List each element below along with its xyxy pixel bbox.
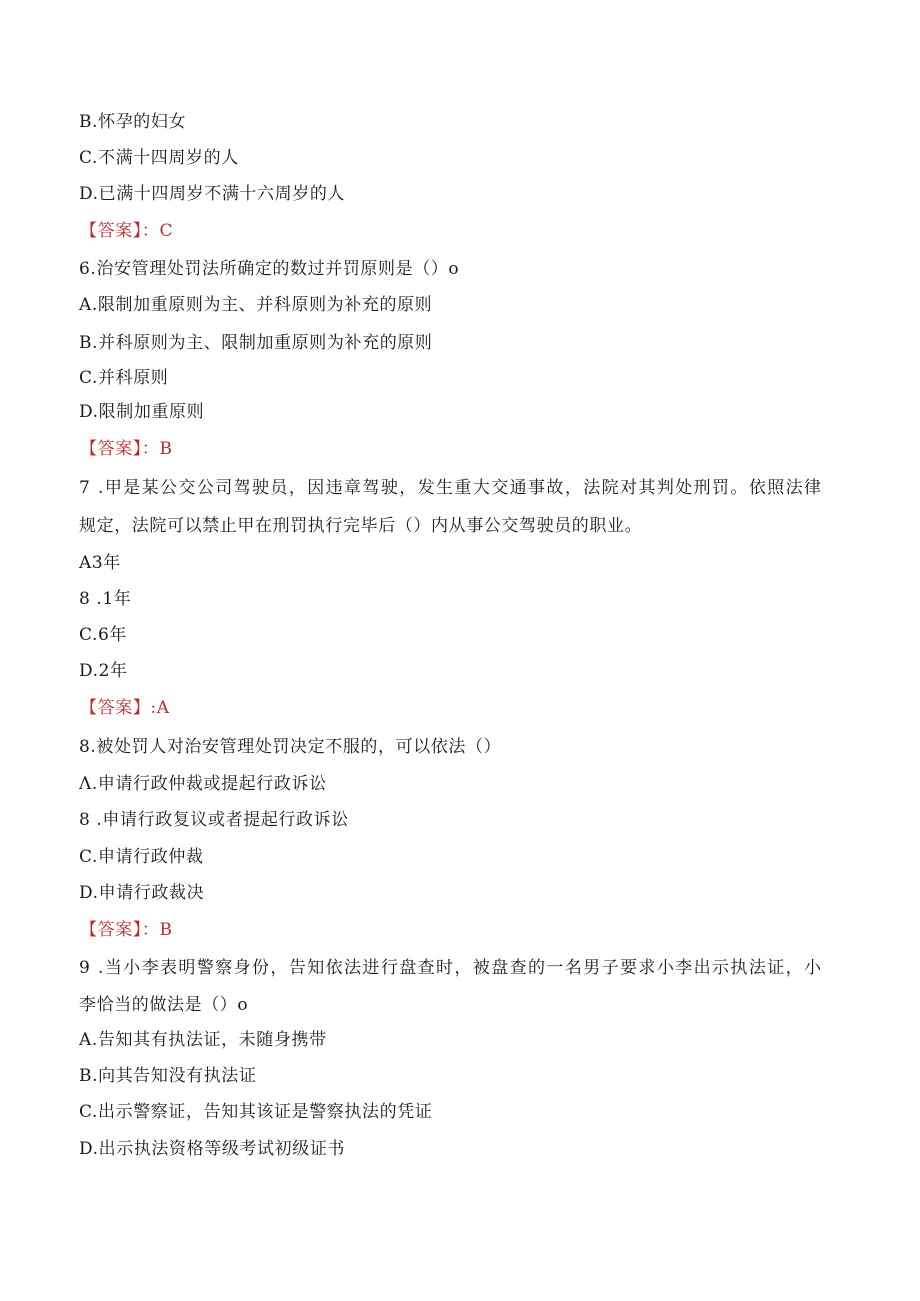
- q8-option-d: D.申请行政裁决: [79, 883, 205, 903]
- q6-option-a: A.限制加重原则为主、并科原则为补充的原则: [79, 295, 433, 315]
- q8-option-b: 8 .申请行政复议或者提起行政诉讼: [79, 810, 349, 830]
- q9-option-c: C.出示警察证，告知其该证是警察执法的凭证: [79, 1102, 433, 1122]
- q8-option-c: C.申请行政仲裁: [79, 847, 204, 867]
- q9-option-b: B.向其告知没有执法证: [79, 1066, 257, 1086]
- answer-q6: 【答案】：B: [80, 439, 173, 459]
- option-b-pregnant-women: B.怀孕的妇女: [79, 112, 187, 132]
- q7-option-a: A3年: [79, 553, 121, 573]
- q6-option-b: B.并科原则为主、限制加重原则为补充的原则: [79, 333, 433, 353]
- q7-option-b: 8 .1年: [79, 589, 132, 609]
- question-7-line-1: 7 .甲是某公交公司驾驶员，因违章驾驶，发生重大交通事故，法院对其判处刑罚。依照法律: [79, 478, 823, 498]
- question-9-line-2: 李恰当的做法是（）o: [79, 995, 249, 1015]
- q9-option-d: D.出示执法资格等级考试初级证书: [79, 1139, 346, 1159]
- q6-option-c: C.并科原则: [79, 368, 169, 388]
- q6-option-d: D.限制加重原则: [79, 402, 205, 422]
- option-c-under-fourteen: C.不满十四周岁的人: [79, 148, 239, 168]
- q9-option-a: A.告知其有执法证，未随身携带: [79, 1030, 327, 1050]
- question-7-line-2: 规定，法院可以禁止甲在刑罚执行完毕后（）内从事公交驾驶员的职业。: [79, 516, 643, 536]
- answer-q5: 【答案】：C: [80, 221, 174, 241]
- question-8: 8.被处罚人对治安管理处罚决定不服的，可以依法（）: [79, 737, 502, 757]
- option-d-fourteen-to-sixteen: D.已满十四周岁不满十六周岁的人: [79, 184, 346, 204]
- question-9-line-1: 9 .当小李表明警察身份，告知依法进行盘查时，被盘查的一名男子要求小李出示执法证，小: [79, 958, 823, 978]
- answer-q7: 【答案】:A: [80, 698, 170, 718]
- q8-option-a: Λ.申请行政仲裁或提起行政诉讼: [79, 774, 327, 794]
- answer-q8: 【答案】：B: [80, 920, 173, 940]
- q7-option-c: C.6年: [79, 625, 128, 645]
- q7-option-d: D.2年: [79, 661, 128, 681]
- question-6: 6.治安管理处罚法所确定的数过并罚原则是（）o: [79, 259, 460, 279]
